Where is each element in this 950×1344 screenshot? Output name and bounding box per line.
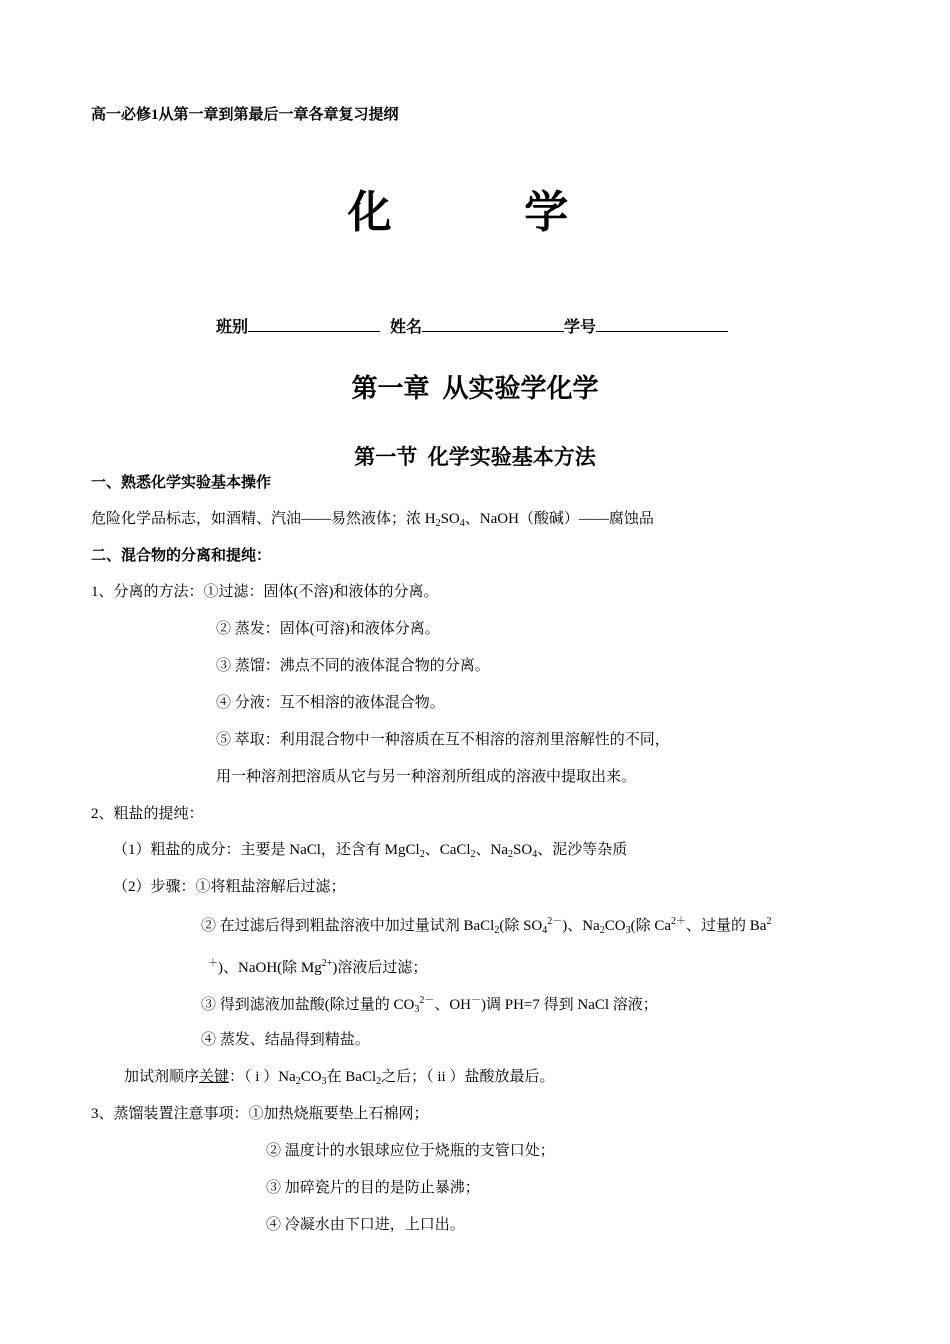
part1-heading: 一、熟悉化学实验基本操作 xyxy=(91,475,272,491)
student-id-field[interactable] xyxy=(596,317,728,332)
hazard-line: 危险化学品标志，如酒精、汽油——易然液体；浓 $H_2SO_4$、NaOH（酸碱）——腐蚀品 xyxy=(91,511,654,529)
salt-heading: 2、粗盐的提纯： xyxy=(91,806,204,822)
part2-heading: 二、混合物的分离和提纯： xyxy=(91,548,272,564)
separation-method-line: ③ 蒸馏：沸点不同的液体混合物的分离。 xyxy=(216,658,490,674)
distillation-note: ② 温度计的水银球应位于烧瓶的支管口处； xyxy=(266,1143,555,1159)
reagent-order: 加试剂顺序关键：（ i ）$Na_2CO_3$在 BaCl$_2$之后；（ ii ）盐酸放最后。 xyxy=(124,1069,555,1087)
student-info-line xyxy=(216,314,728,337)
distillation-note: ④ 冷凝水由下口进，上口出。 xyxy=(266,1217,465,1233)
salt-step-2: ② 在过滤后得到粗盐溶液中加过量试剂 BaCl$_2$(除 $SO_4^{2-}$)、$Na_2CO_3$(除 $Ca^{2+}$、过量的 Ba$^2$ xyxy=(201,916,772,936)
separation-method-line: 1、分离的方法：①过滤：固体(不溶)和液体的分离。 xyxy=(91,584,439,600)
salt-step-2-continued: ＋)、NaOH(除 $Mg^{2+}$)溶液后过滤； xyxy=(208,958,428,976)
name-field[interactable] xyxy=(422,317,564,332)
salt-step-3: ③ 得到滤液加盐酸(除过量的 $CO_3^{2-}$、OH－)调 PH=7 得到 NaCl 溶液； xyxy=(201,995,658,1015)
class-field[interactable] xyxy=(248,317,380,332)
separation-method-line: ② 蒸发：固体(可溶)和液体分离。 xyxy=(216,621,440,637)
salt-step-1: （2）步骤：①将粗盐溶解后过滤； xyxy=(113,879,346,895)
chapter-title: 第一章 从实验学化学 xyxy=(351,374,599,403)
distillation-note: ③ 加碎瓷片的目的是防止暴沸； xyxy=(266,1180,480,1196)
separation-method-line: 用一种溶剂把溶质从它与另一种溶剂所组成的溶液中提取出来。 xyxy=(216,769,637,785)
page-title: 化 学 xyxy=(347,187,603,238)
class-label: 班别 xyxy=(216,319,249,336)
document-label: 高一必修1从第一章到第最后一章各章复习提纲 xyxy=(91,107,399,123)
separation-method-line: ④ 分液：互不相溶的液体混合物。 xyxy=(216,695,445,711)
salt-composition: （1）粗盐的成分：主要是 NaCl，还含有 MgCl$_2$、CaCl$_2$、$Na_2SO_4$、泥沙等杂质 xyxy=(113,842,628,860)
name-label: 姓名 xyxy=(390,319,423,336)
distillation-note: 3、蒸馏装置注意事项：①加热烧瓶要垫上石棉网； xyxy=(91,1106,429,1122)
student-id-label: 学号 xyxy=(564,319,597,336)
salt-step-4: ④ 蒸发、结晶得到精盐。 xyxy=(201,1032,370,1048)
separation-method-line: ⑤ 萃取：利用混合物中一种溶质在互不相溶的溶剂里溶解性的不同， xyxy=(216,732,670,748)
section-title: 第一节 化学实验基本方法 xyxy=(354,445,596,469)
